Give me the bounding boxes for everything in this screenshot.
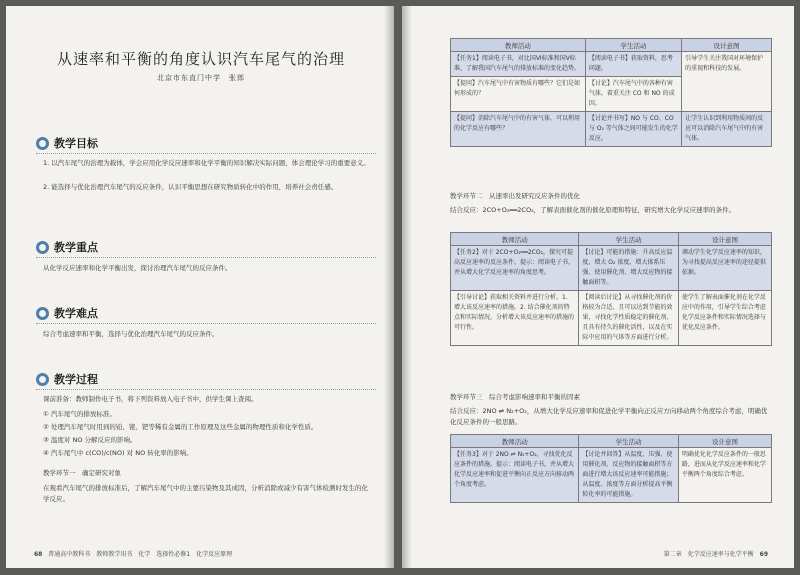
table-cell: 【阅读后讨论】从寻找催化剂的价格较为合适，且可以达到节能的效果，寻找化学性质稳定的催化剂，且具有持久的催化活性，以及在实际中应用的气体等方面进行分析。 bbox=[579, 291, 679, 346]
table-cell: 【讨论并回答】从温度、压强、使用催化剂、反应物的接触面积等方面进行增大该反应速率可能措施；从温度、浓度等方面分析提高平衡转化率的可能措施。 bbox=[579, 448, 679, 503]
table-row bbox=[451, 246, 772, 291]
section-divider bbox=[36, 389, 376, 390]
table-cell: 明确优化化学反应条件的一般思路，进而从化学反应速率和化学平衡两个角度综合考虑。 bbox=[678, 448, 771, 503]
section-heading-difficulties: 教学难点 bbox=[36, 304, 98, 322]
bullet-circle-icon bbox=[36, 137, 49, 150]
table-cell: 【阅读电子书】获取资料，思考问题。 bbox=[585, 52, 681, 77]
table-cell: 【引导讨论】获取相关资料并进行分析。1. 增大该反应速率的措施。2. 结合催化剂的特点和实际情况，分析增大该反应速率的措施的可行性。 bbox=[451, 291, 579, 346]
left-page bbox=[6, 6, 394, 568]
table-header: 学生活动 bbox=[585, 39, 681, 52]
subsection-heading: 教学环节一 确定研究对象 bbox=[43, 469, 121, 477]
article-author: 北京市东直门中学 张郎 bbox=[157, 74, 245, 82]
page-footer bbox=[664, 549, 772, 558]
page-number: 68 bbox=[34, 551, 43, 558]
table-header: 设计意图 bbox=[682, 39, 772, 52]
activity-table-2 bbox=[450, 232, 772, 346]
table-header: 学生活动 bbox=[579, 233, 679, 246]
paragraph: 综合考虑速率和平衡，选择与优化治理汽车尾气的反应条件。 bbox=[43, 330, 219, 338]
list-item: ① 汽车尾气的排放标准。 bbox=[43, 410, 116, 418]
paragraph: 从化学反应速率和化学平衡出发，探讨治理汽车尾气的反应条件。 bbox=[43, 264, 232, 272]
table-cell: 【任务2】对于 2CO+O₂══2CO₂，探究可提高反应速率的反应条件。提示：阅读电子书，并从增大化学反应速率的角度思考。 bbox=[451, 246, 579, 291]
bullet-circle-icon bbox=[36, 373, 49, 386]
paragraph: 2. 能选择与优化治理汽车尾气的反应条件，认识平衡思想在研究物质转化中的作用，培养社会责任感。 bbox=[43, 183, 338, 191]
table-header: 设计意图 bbox=[678, 233, 771, 246]
page-footer bbox=[30, 549, 232, 558]
activity-table-1 bbox=[450, 38, 772, 147]
table-cell: 引导学生关注我国对环境保护的重视和科技的发展。 bbox=[682, 52, 772, 112]
table-header: 学生活动 bbox=[579, 435, 679, 448]
paragraph: 1. 以汽车尾气的治理为载体，学会应用化学反应速率和化学平衡的知识解决实际问题，体会理论学习的重要意义。 bbox=[43, 159, 370, 167]
section-heading-key-points: 教学重点 bbox=[36, 238, 98, 256]
table-header: 教师活动 bbox=[451, 435, 579, 448]
list-item: ④ 汽车尾气中 c(CO)/c(NO) 对 NO 转化率的影响。 bbox=[43, 449, 193, 457]
table-row bbox=[451, 448, 772, 503]
table-cell: 使学生了解表面催化剂在化学反应中的作用，引导学生综合考虑化学反应条件和实际情况选择与优化反应条件。 bbox=[678, 291, 771, 346]
footer-text: 普通高中教科书 教师教学用书 化学 选择性必修1 化学反应原理 bbox=[48, 551, 233, 558]
list-item: ③ 温度对 NO 分解反应的影响。 bbox=[43, 436, 137, 444]
table-cell: 【任务1】阅读电子书，对比国VI标准和国V标准，了解我国汽车尾气的排放标准的变化趋势。 bbox=[451, 52, 586, 77]
table-header: 教师活动 bbox=[451, 39, 586, 52]
table-header: 设计意图 bbox=[678, 435, 771, 448]
section-heading-process: 教学过程 bbox=[36, 370, 98, 388]
table-cell: 【提问】汽车尾气中有害物质有哪些？它们是如何形成的？ bbox=[451, 77, 586, 112]
table-row bbox=[451, 291, 772, 346]
article-title: 从速率和平衡的角度认识汽车尾气的治理 bbox=[56, 50, 345, 68]
paragraph: 课前准备：教师制作电子书，将下列资料放入电子书中，供学生课上查阅。 bbox=[43, 395, 258, 403]
section-divider bbox=[36, 153, 376, 154]
footer-chapter: 第二章 化学反应速率与化学平衡 bbox=[663, 551, 754, 558]
table-header: 教师活动 bbox=[451, 233, 579, 246]
table-row bbox=[451, 52, 772, 77]
section-divider bbox=[36, 323, 376, 324]
table-cell: 【提问】消除汽车尾气中的有害气体，可以利用的化学反应有哪些？ bbox=[451, 112, 586, 147]
section-divider bbox=[36, 257, 376, 258]
bullet-circle-icon bbox=[36, 241, 49, 254]
paragraph: 结合反应：2NO ⇌ N₂+O₂，从增大化学反应速率和促进化学平衡向正反应方向移动两个角度综合考虑，明确优化反应条件的一般思路。 bbox=[450, 407, 768, 426]
page-gutter-shadow bbox=[402, 6, 412, 568]
section-heading-objectives: 教学目标 bbox=[36, 134, 98, 152]
table-cell: 调动学生化学反应速率的知识，为寻找提高反应速率的途径提供依据。 bbox=[678, 246, 771, 291]
right-page bbox=[402, 6, 794, 568]
page-number: 69 bbox=[759, 551, 768, 558]
table-cell: 让学生认识到利用物质间的反应可以消除汽车尾气中的有害气体。 bbox=[682, 112, 772, 147]
list-item: ② 处理汽车尾气时用到的铂、铑、钯等稀有金属的工作原理及这些金属的物理性质和化学性质。 bbox=[43, 423, 318, 431]
table-cell: 【讨论】可能的措施：升高反应温度、增大 O₂ 浓度、增大体系压强、使用催化剂、增大反应物的接触面积等。 bbox=[579, 246, 679, 291]
table-row bbox=[451, 112, 772, 147]
bullet-circle-icon bbox=[36, 307, 49, 320]
paragraph: 在观看汽车尾气的排放标准后，了解汽车尾气中的主要污染物及其成因，分析消除或减少有害气体检测时发生的化学反应。 bbox=[43, 484, 368, 503]
paragraph: 结合反应：2CO+O₂══2CO₂，了解表面催化剂的催化原理和特征，研究增大化学反应速率的条件。 bbox=[450, 206, 736, 214]
page-gutter-shadow bbox=[384, 6, 394, 568]
table-cell: 【任务3】对于 2NO ⇌ N₂+O₂，寻找优化反应条件的措施。提示：阅读电子书，并从增大化学反应速率和促进平衡向正反应方向移动两个角度考虑。 bbox=[451, 448, 579, 503]
table-cell: 【讨论】汽车尾气中的各种有害气体，着重关注 CO 和 NO 的成因。 bbox=[585, 77, 681, 112]
table-cell: 【讨论并书写】NO 与 CO、CO 与 O₂ 等气体之间可能发生的化学反应。 bbox=[585, 112, 681, 147]
activity-table-3 bbox=[450, 434, 772, 503]
subsection-heading: 教学环节三 综合考虑影响速率和平衡的因素 bbox=[450, 393, 580, 401]
subsection-heading: 教学环节二 从速率出发研究反应条件的优化 bbox=[450, 192, 580, 200]
